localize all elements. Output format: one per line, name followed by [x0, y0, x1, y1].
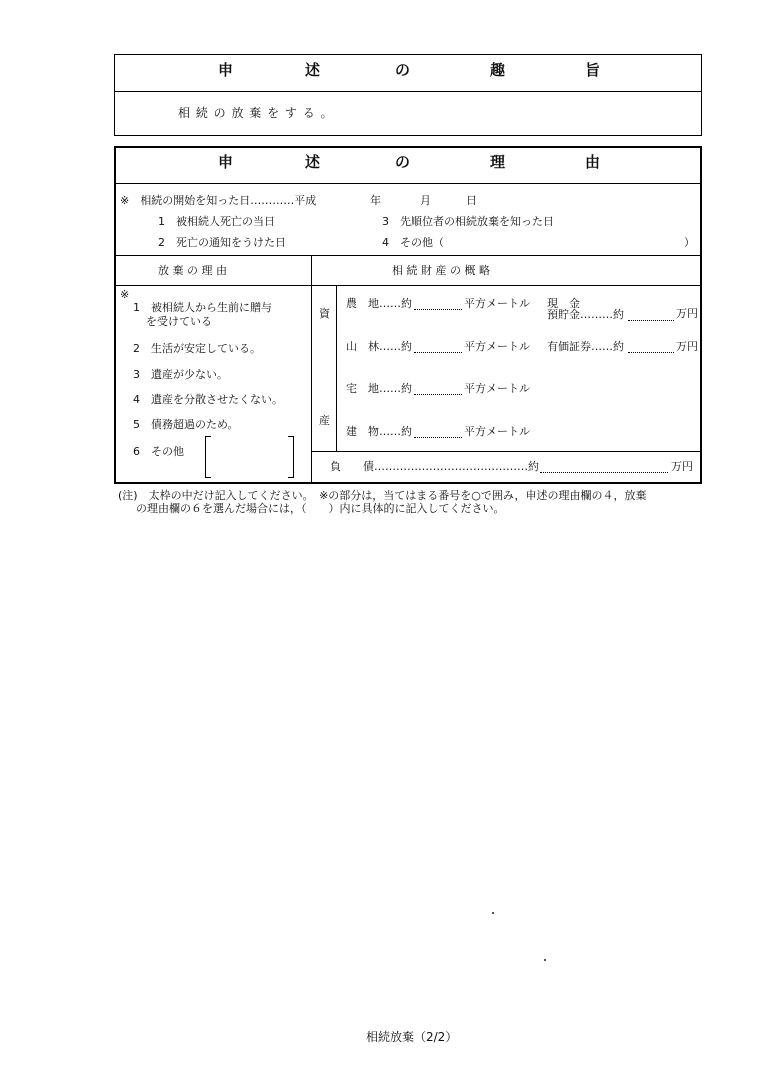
forest-label: 山 林……約: [346, 340, 412, 353]
purpose-divider: [114, 91, 702, 92]
renounce-item-1: 1 被相続人から生前に贈与: [133, 301, 272, 314]
purpose-title-char: 旨: [585, 61, 601, 79]
renounce-item-1-cont: を受けている: [146, 315, 212, 328]
column-divider: [311, 255, 312, 484]
reason-title-char: の: [395, 153, 411, 171]
day-label: 日: [466, 194, 477, 207]
option-1: 1 被相続人死亡の当日: [158, 215, 275, 228]
asset-side-bottom: 産: [319, 414, 330, 427]
purpose-text: 相 続 の 放 棄 を す る 。: [178, 106, 334, 120]
renounce-reason-header: 放 棄 の 理 由: [158, 264, 227, 277]
scan-speck: [492, 912, 494, 914]
building-label: 建 物……約: [346, 425, 412, 438]
debt-unit: 万円: [671, 460, 693, 473]
option-2: 2 死亡の通知をうけた日: [158, 236, 286, 249]
forest-unit: 平方メートル: [464, 340, 530, 353]
renounce-item-3: 3 遺産が少ない。: [133, 368, 228, 381]
renounce-item-6: 6 その他: [133, 445, 184, 458]
other-bracket-left: [205, 436, 211, 478]
securities-unit: 万円: [676, 340, 698, 353]
farmland-label: 農 地……約: [346, 297, 412, 310]
securities-field[interactable]: [628, 352, 674, 353]
forest-field[interactable]: [414, 352, 462, 353]
purpose-title-char: 申: [218, 61, 234, 79]
residential-unit: 平方メートル: [464, 382, 530, 395]
page-footer: 相続放棄（2/2）: [366, 1030, 458, 1044]
renounce-item-4: 4 遺産を分散させたくない。: [133, 393, 283, 406]
purpose-title-char: 述: [305, 61, 321, 79]
reason-title-char: 理: [490, 153, 506, 171]
farmland-unit: 平方メートル: [464, 297, 530, 310]
reason-title-char: 申: [218, 153, 234, 171]
purpose-title-char: の: [395, 61, 411, 79]
year-label: 年: [370, 194, 381, 207]
reason-title-divider: [114, 183, 702, 184]
option-4: 4 その他（: [382, 236, 444, 249]
estate-header: 相 続 財 産 の 概 略: [392, 264, 490, 277]
deposit-field[interactable]: [628, 320, 674, 321]
scan-speck: [544, 959, 546, 961]
reason-section-divider: [114, 255, 702, 256]
deposit-label: 預貯金………約: [547, 308, 624, 321]
renounce-item-2: 2 生活が安定している。: [133, 342, 261, 355]
reason-title-char: 由: [585, 153, 601, 171]
note-line-2: の理由欄の６を選んだ場合には，（ ）内に具体的に記入してください。: [136, 502, 505, 515]
renounce-mark: ※: [120, 288, 130, 301]
subheader-divider: [114, 285, 702, 286]
month-label: 月: [420, 194, 431, 207]
asset-side-divider: [336, 285, 337, 451]
farmland-field[interactable]: [414, 309, 462, 310]
residential-label: 宅 地……約: [346, 382, 412, 395]
building-field[interactable]: [414, 437, 462, 438]
other-bracket-right: [288, 436, 294, 478]
option-3: 3 先順位者の相続放棄を知った日: [382, 215, 554, 228]
residential-field[interactable]: [414, 394, 462, 395]
cash-label: 現 金: [547, 297, 580, 310]
option-4-close: ）: [684, 236, 695, 249]
debt-divider: [311, 451, 702, 452]
inheritance-start-label: ※ 相続の開始を知った日…………平成: [120, 194, 317, 207]
renounce-item-5: 5 債務超過のため。: [133, 418, 239, 431]
asset-side-top: 資: [319, 307, 330, 320]
cash-unit: 万円: [676, 307, 698, 320]
debt-label: 負 債……………………………………約: [330, 460, 539, 473]
reason-title-char: 述: [305, 153, 321, 171]
debt-field[interactable]: [540, 472, 668, 473]
building-unit: 平方メートル: [464, 425, 530, 438]
securities-label: 有価証券……約: [547, 340, 624, 353]
purpose-title-char: 趣: [490, 61, 506, 79]
note-line-1: (注) 太枠の中だけ記入してください。 ※の部分は，当てはまる番号を○で囲み，申述の理由欄の４，放棄: [118, 489, 647, 502]
